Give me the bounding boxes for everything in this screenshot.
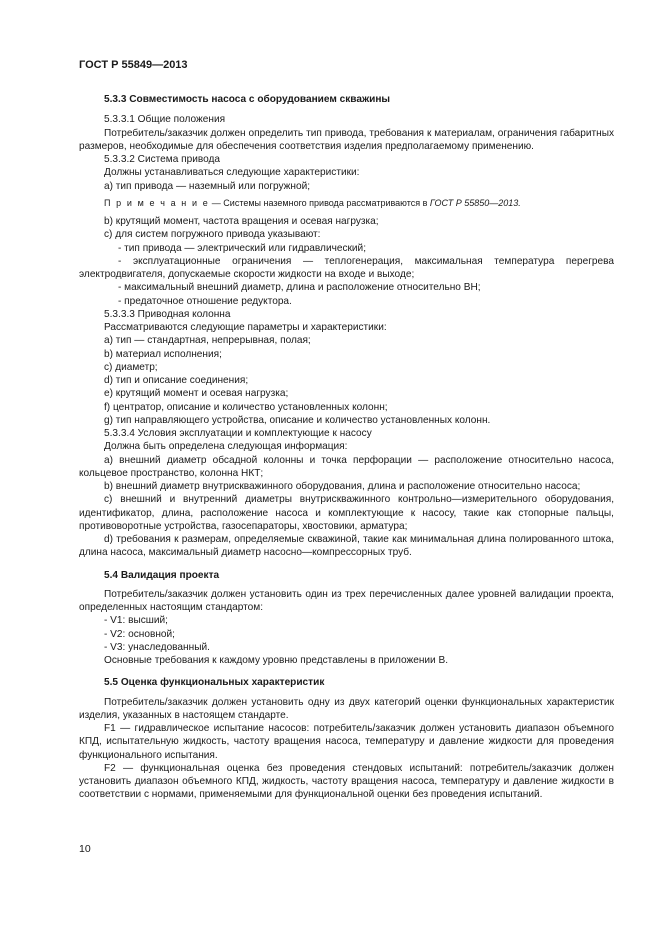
list-item: - V2: основной;	[104, 628, 175, 640]
note-reference: ГОСТ Р 55850—2013.	[429, 197, 521, 208]
list-item: c) внешний и внутренний диаметры внутрискважинного контрольно—измерительного оборудования, идентификатор, длина, расположение насоса и комплектующие к насосу, такие как стопорные пальцы, противоворотные устройства, газосепараторы, хвостовики, арматура;	[79, 494, 614, 532]
list-item: g) тип направляющего устройства, описание и количество установленных колонн.	[104, 414, 491, 426]
paragraph: F1 — гидравлическое испытание насосов: потребитель/заказчик должен установить диапазон объемного КПД, испытательную жидкость, частоту вращения насоса, температуру и давление жидкости для проведения функционального испытания.	[79, 723, 614, 761]
list-item: c) для систем погружного привода указывают:	[104, 229, 321, 241]
list-item: - V1: высший;	[104, 615, 168, 627]
list-item: f) центратор, описание и количество установленных колонн;	[104, 401, 388, 413]
section-5-3-3-3-title: 5.3.3.3 Приводная колонна	[104, 308, 231, 320]
list-item: а) внешний диаметр обсадной колонны и точка перфорации — расположение относительно насоса, кольцевое пространство, колонна НКТ;	[79, 454, 614, 479]
list-item: b) внешний диаметр внутрискважинного оборудования, длина и расположение относительно насоса;	[104, 481, 581, 492]
document-body	[79, 93, 614, 802]
list-item: - максимальный внешний диаметр, длина и расположение относительно ВН;	[118, 282, 481, 294]
list-item: а) тип привода — наземный или погружной;	[104, 180, 311, 192]
note	[79, 197, 614, 210]
section-5-3-3-heading: 5.3.3 Совместимость насоса с оборудованием скважины	[104, 94, 391, 105]
section-5-5-heading: 5.5 Оценка функциональных характеристик	[104, 677, 325, 689]
list-item: - эксплуатационные ограничения — теплогенерация, максимальная температура перегрева электродвигателя, допускаемые скорости жидкости на входе и выходе;	[79, 255, 614, 280]
list-item: а) тип — стандартная, непрерывная, полая;	[104, 335, 311, 347]
paragraph: Потребитель/заказчик должен установить один из трех перечисленных далее уровней валидации проекта, определенных настоящим стандартом:	[79, 588, 614, 613]
paragraph: Должна быть определена следующая информация:	[104, 441, 348, 453]
list-item: - V3: унаследованный.	[104, 641, 210, 653]
section-5-4-heading: 5.4 Валидация проекта	[104, 569, 220, 581]
paragraph: Потребитель/заказчик должен определить тип привода, требования к материалам, ограничения габаритных размеров, необходимые для обеспечения соответствия изделия предполагаемому применению.	[79, 127, 614, 152]
list-item: b) крутящий момент, частота вращения и осевая нагрузка;	[104, 216, 379, 227]
list-item: b) материал исполнения;	[104, 348, 222, 360]
list-item: - предаточное отношение редуктора.	[118, 295, 292, 307]
section-5-3-3-1-title: 5.3.3.1 Общие положения	[104, 114, 226, 126]
section-5-3-3-4-title: 5.3.3.4 Условия эксплуатации и комплектующие к насосу	[104, 428, 372, 439]
section-5-3-3-2-title: 5.3.3.2 Система привода	[104, 154, 220, 165]
paragraph: Должны устанавливаться следующие характеристики:	[104, 167, 360, 179]
list-item: d) тип и описание соединения;	[104, 375, 249, 386]
list-item: e) крутящий момент и осевая нагрузка;	[104, 388, 289, 400]
list-item: d) требования к размерам, определяемые скважиной, такие как минимальная длина полированного штока, длина насоса, максимальный диаметр насосно—компрессорных труб.	[79, 534, 614, 559]
paragraph: F2 — функциональная оценка без проведения стендовых испытаний: потребитель/заказчик должен установить диапазон объемного КПД, жидкость, частоту вращения насоса, температуру и давление жидкости в соответствии с нормами, применяемыми для функциональной оценки без проведения испытаний.	[79, 762, 614, 801]
list-item: - тип привода — электрический или гидравлический;	[118, 242, 366, 254]
paragraph: Потребитель/заказчик должен установить одну из двух категорий оценки функциональных характеристик изделия, указанных в настоящем стандарте.	[79, 696, 614, 721]
paragraph: Основные требования к каждому уровню представлены в приложении В.	[104, 655, 449, 666]
note-label: П р и м е ч а н и е	[104, 197, 210, 208]
note-text: — Системы наземного привода рассматриваются в	[209, 197, 430, 208]
paragraph: Рассматриваются следующие параметры и характеристики:	[104, 322, 387, 333]
page-number: 10	[79, 843, 91, 855]
list-item: c) диаметр;	[104, 361, 158, 373]
document-header: ГОСТ Р 55849—2013	[79, 59, 188, 71]
